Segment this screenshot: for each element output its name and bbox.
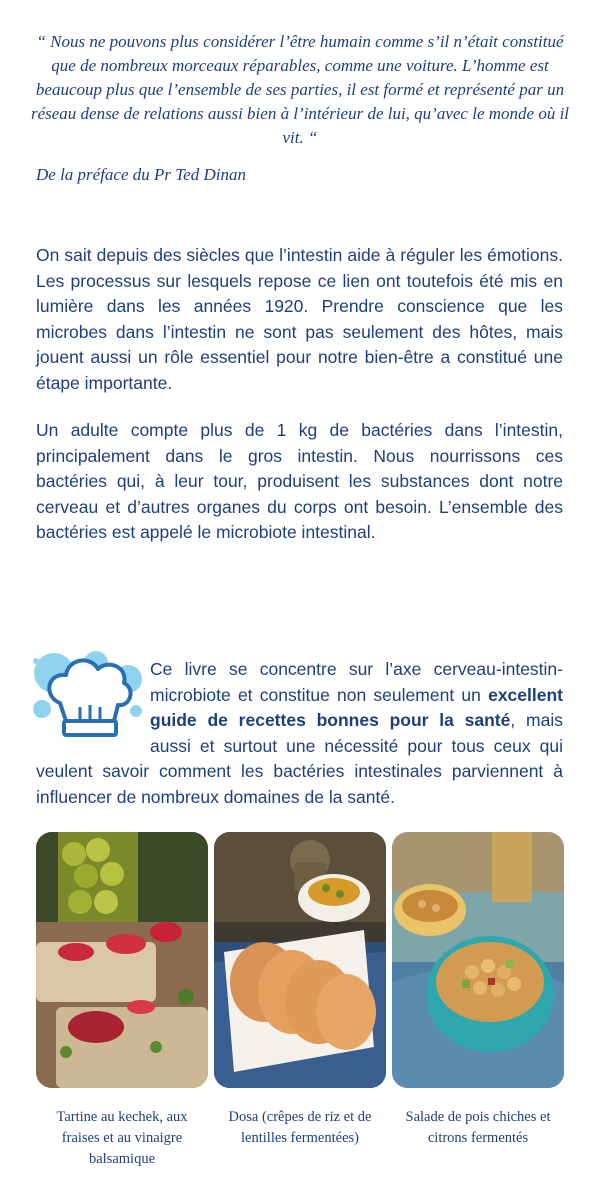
quote-attribution: De la préface du Pr Ted Dinan: [36, 165, 246, 184]
recipe-photo-salade: [392, 832, 564, 1088]
book-text-outro: , mais aussi et surtout une nécessité pour tous ceux qui veulent savoir comment les bactéries intestinales parviennent à influencer de nombreux domaines de la santé.: [36, 710, 563, 807]
recipe-photo-dosa: [214, 832, 386, 1088]
recipe-caption-dosa: Dosa (crêpes de riz et de lentilles fermentées): [228, 1109, 372, 1146]
preface-quote: “ Nous ne pouvons plus considérer l’être humain comme s’il n’était constitué que de nombreux morceaux réparables, comme une voiture. L’homme est beaucoup plus que l’ensemble de ses parties, il est formé et représenté par un réseau dense de relations aussi bien à l’intérieur de lui, qu’avec le monde où il vit. “: [30, 32, 570, 147]
microbiote-paragraph: Un adulte compte plus de 1 kg de bactéries dans l’intestin, principalement dans le gros intestin. Nous nourrissons ces bactéries qui, à leur tour, produisent les substances dont notre cerveau et d’autres organes du corps ont besoin. L’ensemble des bactéries est appelé le microbiote intestinal.: [36, 420, 563, 542]
recipe-caption-salade: Salade de pois chiches et citrons fermentés: [405, 1109, 551, 1146]
recipe-caption-tartine: Tartine au kechek, aux fraises et au vinaigre balsamique: [56, 1109, 188, 1167]
book-description: [36, 657, 563, 810]
recipe-photo-tartine: [36, 832, 208, 1088]
intro-paragraph: On sait depuis des siècles que l’intestin aide à réguler les émotions. Les processus sur lesquels repose ce lien ont toutefois été mis en lumière dans les années 1920. Prendre conscience que les microbes dans l’intestin ne sont pas seulement des hôtes, mais jouent aussi un rôle essentiel pour notre bien-être a constitué une étape importante.: [36, 245, 563, 393]
chef-hat-icon: [32, 651, 144, 743]
book-text-highlight: excellent guide de recettes bonnes pour la santé: [150, 684, 563, 730]
book-text-intro: Ce livre se concentre sur l’axe cerveau-intestin-microbiote et constitue non seulement un: [150, 659, 563, 705]
